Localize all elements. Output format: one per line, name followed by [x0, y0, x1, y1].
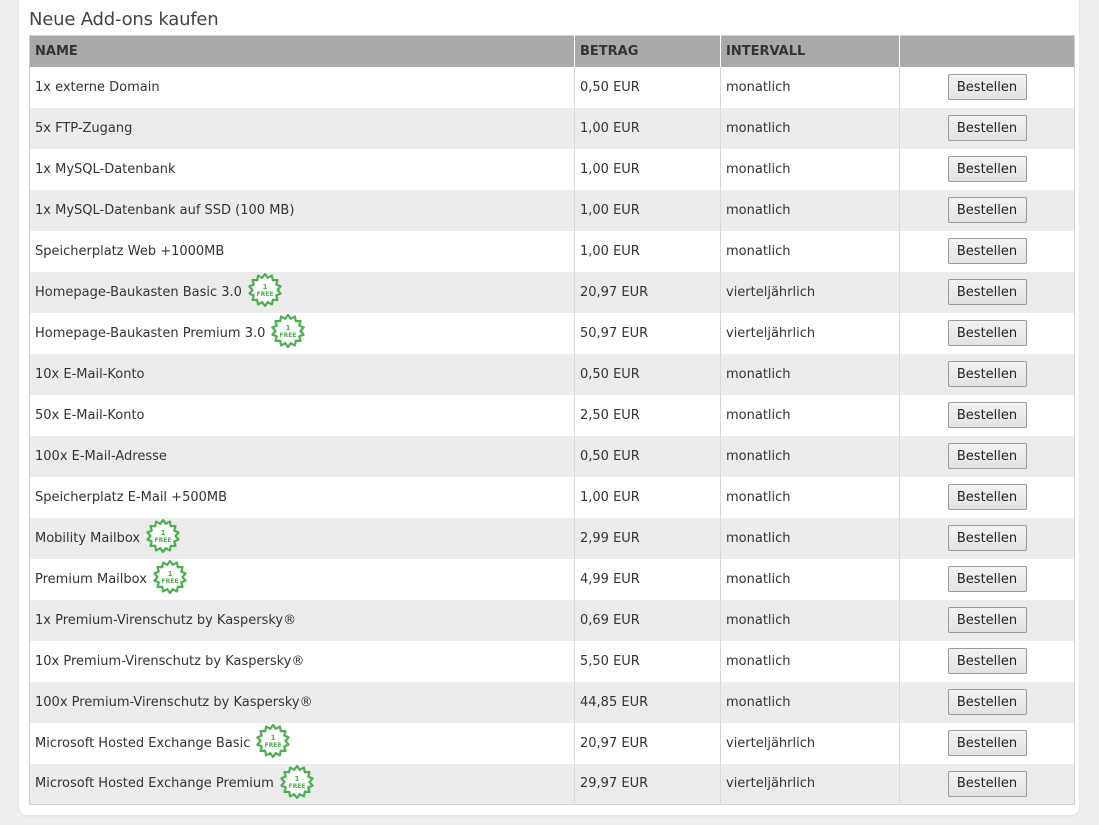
addon-name: Premium Mailbox	[35, 571, 147, 587]
addon-name: 10x E-Mail-Konto	[35, 366, 145, 382]
order-button[interactable]: Bestellen	[948, 771, 1027, 797]
addon-amount: 5,50 EUR	[575, 641, 721, 682]
svg-text:FREE: FREE	[264, 742, 282, 749]
svg-text:1: 1	[160, 529, 166, 537]
column-header-amount: BETRAG	[575, 36, 721, 67]
addon-name-cell	[30, 518, 575, 559]
addon-interval: monatlich	[721, 395, 900, 436]
order-button[interactable]: Bestellen	[948, 361, 1027, 387]
addon-amount: 0,50 EUR	[575, 436, 721, 477]
addon-name-cell	[30, 764, 575, 805]
order-cell	[900, 67, 1075, 108]
column-header-interval: INTERVALL	[721, 36, 900, 67]
order-cell	[900, 149, 1075, 190]
order-button[interactable]: Bestellen	[948, 607, 1027, 633]
addon-name: 10x Premium-Virenschutz by Kaspersky®	[35, 653, 305, 669]
table-row	[30, 395, 1075, 436]
addon-interval: monatlich	[721, 436, 900, 477]
order-cell	[900, 641, 1075, 682]
table-header-row	[30, 36, 1075, 67]
svg-text:1: 1	[262, 283, 268, 291]
addon-name-cell	[30, 641, 575, 682]
order-cell	[900, 395, 1075, 436]
addon-name-cell	[30, 682, 575, 723]
addon-name-cell	[30, 67, 575, 108]
addon-name: 1x externe Domain	[35, 79, 160, 95]
addon-interval: monatlich	[721, 559, 900, 600]
table-row	[30, 354, 1075, 395]
order-button[interactable]: Bestellen	[948, 74, 1027, 100]
addon-name: Speicherplatz E-Mail +500MB	[35, 489, 228, 505]
order-cell	[900, 231, 1075, 272]
order-button[interactable]: Bestellen	[948, 156, 1027, 182]
addon-interval: monatlich	[721, 108, 900, 149]
order-button[interactable]: Bestellen	[948, 320, 1027, 346]
order-button[interactable]: Bestellen	[948, 402, 1027, 428]
order-button[interactable]: Bestellen	[948, 484, 1027, 510]
addon-amount: 29,97 EUR	[575, 764, 721, 805]
order-cell	[900, 518, 1075, 559]
free-badge-icon	[271, 314, 305, 348]
table-row	[30, 108, 1075, 149]
addon-name-cell	[30, 108, 575, 149]
addon-interval: vierteljährlich	[721, 764, 900, 805]
svg-text:1: 1	[167, 570, 173, 578]
order-cell	[900, 723, 1075, 764]
addon-name: Homepage-Baukasten Premium 3.0	[35, 325, 266, 341]
order-button[interactable]: Bestellen	[948, 443, 1027, 469]
svg-text:1: 1	[285, 324, 291, 332]
addon-amount: 1,00 EUR	[575, 190, 721, 231]
free-badge-icon	[146, 519, 180, 553]
addon-name: 1x Premium-Virenschutz by Kaspersky®	[35, 612, 297, 628]
order-cell	[900, 108, 1075, 149]
table-row	[30, 682, 1075, 723]
order-button[interactable]: Bestellen	[948, 648, 1027, 674]
column-header-action	[900, 36, 1075, 67]
table-row	[30, 149, 1075, 190]
addon-name: Mobility Mailbox	[35, 530, 141, 546]
free-badge-icon	[248, 273, 282, 307]
addon-amount: 20,97 EUR	[575, 272, 721, 313]
addon-name-cell	[30, 354, 575, 395]
addon-name: 100x Premium-Virenschutz by Kaspersky®	[35, 694, 313, 710]
addons-table	[29, 35, 1075, 805]
free-badge-icon	[256, 724, 290, 758]
order-cell	[900, 190, 1075, 231]
table-row	[30, 67, 1075, 108]
addon-interval: monatlich	[721, 190, 900, 231]
addon-name-cell	[30, 395, 575, 436]
addon-interval: vierteljährlich	[721, 272, 900, 313]
addon-name: Homepage-Baukasten Basic 3.0	[35, 284, 242, 300]
addon-amount: 1,00 EUR	[575, 108, 721, 149]
addon-interval: vierteljährlich	[721, 723, 900, 764]
addon-name: 5x FTP-Zugang	[35, 120, 133, 136]
order-button[interactable]: Bestellen	[948, 238, 1027, 264]
addon-amount: 4,99 EUR	[575, 559, 721, 600]
table-row	[30, 559, 1075, 600]
addon-interval: monatlich	[721, 641, 900, 682]
addon-name-cell	[30, 190, 575, 231]
addon-name: 1x MySQL-Datenbank	[35, 161, 176, 177]
addon-interval: monatlich	[721, 518, 900, 559]
free-badge-icon	[280, 765, 314, 799]
addon-name-cell	[30, 477, 575, 518]
svg-text:1: 1	[294, 774, 300, 783]
order-button[interactable]: Bestellen	[948, 566, 1027, 592]
order-cell	[900, 559, 1075, 600]
addon-interval: vierteljährlich	[721, 313, 900, 354]
table-row	[30, 518, 1075, 559]
table-row	[30, 272, 1075, 313]
addon-name-cell	[30, 436, 575, 477]
order-button[interactable]: Bestellen	[948, 279, 1027, 305]
addon-interval: monatlich	[721, 149, 900, 190]
order-button[interactable]: Bestellen	[948, 525, 1027, 551]
order-button[interactable]: Bestellen	[948, 730, 1027, 756]
addon-amount: 1,00 EUR	[575, 231, 721, 272]
addon-name: 100x E-Mail-Adresse	[35, 448, 167, 464]
order-cell	[900, 477, 1075, 518]
svg-text:FREE: FREE	[256, 291, 274, 298]
order-cell	[900, 272, 1075, 313]
table-row	[30, 313, 1075, 354]
addon-amount: 20,97 EUR	[575, 723, 721, 764]
addon-amount: 2,50 EUR	[575, 395, 721, 436]
order-button[interactable]: Bestellen	[948, 115, 1027, 141]
svg-text:FREE: FREE	[288, 782, 306, 790]
addon-amount: 2,99 EUR	[575, 518, 721, 559]
addon-interval: monatlich	[721, 477, 900, 518]
addon-name-cell	[30, 723, 575, 764]
addon-interval: monatlich	[721, 67, 900, 108]
addon-name-cell	[30, 313, 575, 354]
addon-amount: 0,50 EUR	[575, 354, 721, 395]
addon-name: Microsoft Hosted Exchange Basic	[35, 735, 251, 751]
addon-interval: monatlich	[721, 600, 900, 641]
order-button[interactable]: Bestellen	[948, 197, 1027, 223]
table-row	[30, 764, 1075, 805]
addon-amount: 1,00 EUR	[575, 477, 721, 518]
addon-name: 1x MySQL-Datenbank auf SSD (100 MB)	[35, 202, 295, 218]
order-cell	[900, 354, 1075, 395]
order-cell	[900, 436, 1075, 477]
svg-text:FREE: FREE	[154, 537, 172, 544]
addon-name-cell	[30, 600, 575, 641]
page-title: Neue Add-ons kaufen	[29, 9, 219, 30]
table-row	[30, 436, 1075, 477]
addon-amount: 44,85 EUR	[575, 682, 721, 723]
order-cell	[900, 682, 1075, 723]
table-row	[30, 231, 1075, 272]
svg-text:FREE: FREE	[279, 332, 297, 339]
addon-interval: monatlich	[721, 354, 900, 395]
table-row	[30, 641, 1075, 682]
column-header-name: NAME	[30, 36, 575, 67]
table-row	[30, 477, 1075, 518]
addon-name: Microsoft Hosted Exchange Premium	[35, 776, 274, 792]
svg-text:FREE: FREE	[161, 578, 179, 585]
addon-name-cell	[30, 559, 575, 600]
order-cell	[900, 313, 1075, 354]
table-row	[30, 190, 1075, 231]
addon-name-cell	[30, 149, 575, 190]
addon-amount: 0,69 EUR	[575, 600, 721, 641]
table-row	[30, 600, 1075, 641]
addon-amount: 0,50 EUR	[575, 67, 721, 108]
addon-name: Speicherplatz Web +1000MB	[35, 243, 225, 259]
order-cell	[900, 764, 1075, 805]
table-row	[30, 723, 1075, 764]
addon-name: 50x E-Mail-Konto	[35, 407, 145, 423]
addon-name-cell	[30, 231, 575, 272]
addon-amount: 1,00 EUR	[575, 149, 721, 190]
order-cell	[900, 600, 1075, 641]
addon-name-cell	[30, 272, 575, 313]
addon-interval: monatlich	[721, 231, 900, 272]
free-badge-icon	[153, 560, 187, 594]
svg-text:1: 1	[270, 734, 276, 742]
addon-amount: 50,97 EUR	[575, 313, 721, 354]
addon-interval: monatlich	[721, 682, 900, 723]
order-button[interactable]: Bestellen	[948, 689, 1027, 715]
